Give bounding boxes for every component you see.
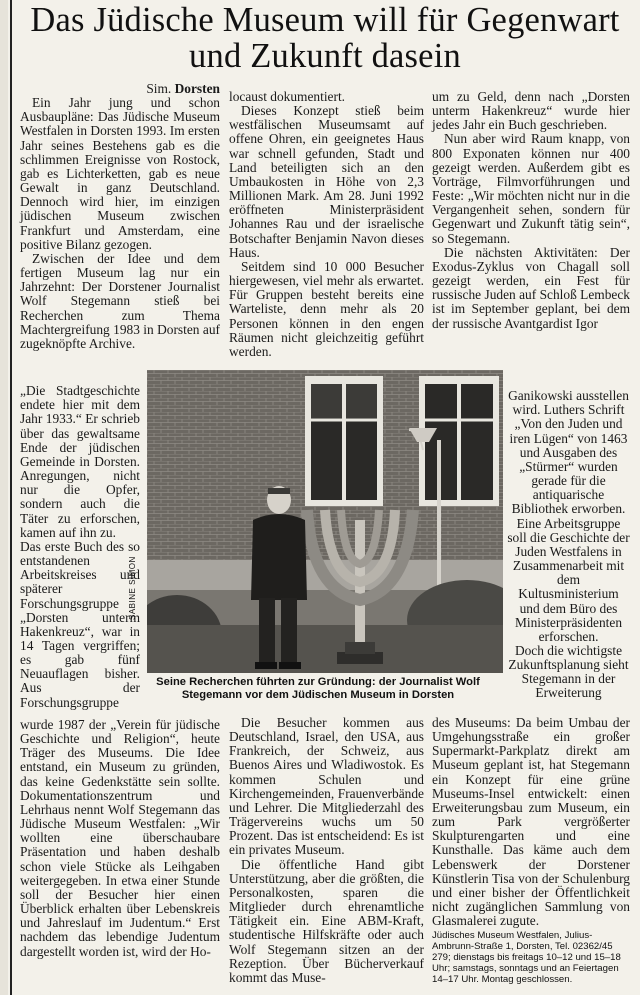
paragraph: Ganikowski ausstellen wird. Luthers Schrift „Von den Juden und iren Lügen“ von 1463 und Ausgaben des „Stürmer“ wurden gerade für die antiquarische Bibliothek erworben. Eine Arbeitsgruppe soll die Geschichte der Juden Westfalens in Zusammenarbeit mit dem Kultusministerium und dem Büro des Ministerpräsidenten erforschen. Doch die wichtigste Zukunftsplanung sieht Stegemann in der Erweiterung [507, 388, 630, 701]
photo-illustration [147, 370, 503, 673]
page-edge [0, 0, 8, 995]
byline: Sim. Dorsten [146, 81, 220, 96]
column-2-bottom [229, 716, 424, 985]
paragraph: wurde 1987 der „Verein für jüdische Geschichte und Religion“, heute Träger des Museums. Die Idee entstand, ein Museum zu gründen, das keine Gedenkstätte sein sollte. Dokumentationszentrum und Lehrhaus nennt Wolf Stegemann das Jüdische Museum Westfalen: „Wir wollten eine überschaubare Präsentation und haben deshalb schon viele Stücke als Leihgaben weitergegeben. In etwa einer Stunde soll der Besucher hier einen Überblick erhalten über Lebenskreis und Jahreslauf im Judentum.“ Erst nachdem das lebendige Judentum dargestellt worden ist, wird der Ho- [20, 717, 220, 959]
headline: Das Jüdische Museum will für Gegenwart und Zukunft dasein [30, 1, 620, 75]
column-1-narrow [20, 370, 140, 710]
paragraph: „Die Stadtgeschichte endete hier mit dem Jahr 1933.“ Er schrieb über das gewaltsame Ende der jüdischen Gemeinde in Dorsten. Anregungen, nicht nur die Opfer, sondern auch die Täter zu erforschen, kamen auf ihn zu. Das erste Buch des so entstandenen Arbeitskreises und späterer Forschungsgruppe „Dorsten unterm Hakenkreuz“, war in 14 Tagen vergriffen; es gab fünf Neuauflagen bisher. Aus der Forschungsgruppe [20, 383, 140, 710]
column-3-top [432, 90, 630, 331]
column-2-top [229, 90, 424, 359]
column-rule [10, 0, 12, 995]
museum-info-box: Jüdisches Museum Westfalen, Julius-Ambrunn-Straße 1, Dorsten, Tel. 02362/45 279; dienstags bis freitags 10–12 und 15–18 Uhr; samstags, sonntags und an Feiertagen 14–17 Uhr. Montag geschlossen. [432, 930, 621, 985]
museum-photo [147, 370, 503, 673]
window-right [419, 376, 499, 506]
paragraph: Die nächsten Aktivitäten: Der Exodus-Zyklus von Chagall soll gezeigt werden, ein Fest für russische Juden auf Schloß Lembeck ist im September geplant, bei dem der russische Avantgardist Igor [432, 244, 630, 331]
paragraph: Die Besucher kommen aus Deutschland, Israel, den USA, aus Frankreich, der Schweiz, aus Buenos Aires und Wladiwostok. Es kommen Schulen und Kirchengemeinden, Frauenverbände und Lehrer. Die Mitgliederzahl des Trägervereins wuchs um 50 Prozent. Das ist entscheidend: Es ist ein privates Museum. [229, 715, 424, 858]
paragraph: des Museums: Da beim Umbau der Umgehungsstraße ein großer Supermarkt-Parkplatz direkt am Museum geplant ist, hat Stegemann ein Konzept für eine grüne Museums-Insel entwickelt: einen Erweiterungsbau zum Museum, ein zum Park vergrößerter Skulpturengarten und eine Kunsthalle. Das käme auch dem Lebenswerk der Dorstener Künstlerin Tisa von der Schulenburg und einer bisher der Öffentlichkeit nicht zugänglichen Sammlung von Glasmalerei zugute. [432, 715, 630, 929]
column-3-bottom [432, 716, 630, 928]
paragraph: Dieses Konzept stieß beim westfälischen Museumsamt auf offene Ohren, ein geeignetes Haus war schnell gefunden, Stadt und Land beteiligten sich an den Umbaukosten in Höhe von 2,3 Millionen Mark. Am 28. Juni 1992 eröffneten Ministerpräsident Johannes Rau und der israelische Botschafter Benjamin Navon dieses Haus. [229, 103, 424, 260]
column-1-bottom [20, 718, 220, 959]
paragraph: Ein Jahr jung und schon Ausbaupläne: Das Jüdische Museum Westfalen in Dorsten 1993. Im ersten Jahr seines Bestehens gab es die schlimmen Ereignisse von Rostock, gab es Lichterketten, gab es neue Gewalt in ganz Deutschland. Dennoch wird hier, im einzigen jüdischen Museum zwischen Frankfurt und Amsterdam, eine positive Bilanz gezogen. [20, 95, 220, 252]
column-1-top [20, 82, 220, 351]
paragraph: um zu Geld, denn nach „Dorsten unterm Hakenkreuz“ wurde hier jedes Jahr ein Buch geschrieben. [432, 89, 630, 133]
paragraph: Nun aber wird Raum knapp, von 800 Exponaten können nur 400 gezeigt werden. Außerdem gibt es Vorträge, Filmvorführungen und Feste: „Wir möchten nicht nur in die Vergangenheit sehen, sondern für Gegenwart und Zukunft tätig sein“, so Stegemann. [432, 131, 630, 246]
paragraph: locaust dokumentiert. [229, 89, 346, 104]
paragraph: Die öffentliche Hand gibt Unterstützung, aber die größten, die Personalkosten, sparen die Mitglieder durch ehrenamtliche Tätigkeit ein. Eine ABM-Kraft, studentische Hilfskräfte oder auch Wolf Stegemann sitzen an der Rezeption. Über Bücherverkauf kommt das Muse- [229, 856, 424, 985]
photo-caption: Seine Recherchen führten zur Gründung: der Journalist Wolf Stegemann vor dem Jüdischen Museum in Dorsten [156, 676, 480, 701]
paragraph: Zwischen der Idee und dem fertigen Museum lag nur ein Jahrzehnt: Der Dorstener Journalist Wolf Stegemann stieß bei Recherchen zum Thema Machtergreifung 1983 in Dorsten auf zugeknöpfte Archive. [20, 250, 220, 351]
window-left [305, 376, 383, 506]
column-3-narrow [507, 375, 630, 701]
paragraph: Seitdem sind 10 000 Besucher hiergewesen, viel mehr als erwartet. Für Gruppen besteht bereits eine Warteliste, denn mehr als 20 Personen können in den engen Räumen nicht gleichzeitig geführt werden. [229, 258, 424, 359]
photo-credit: SABINE SIMON [128, 556, 137, 620]
